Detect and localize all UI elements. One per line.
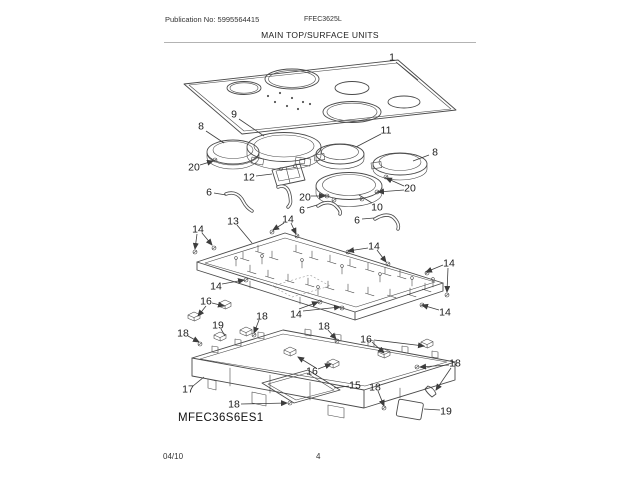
callout-20: 20: [299, 191, 311, 204]
callout-18: 18: [256, 310, 268, 323]
callout-13: 13: [227, 215, 239, 228]
leader-line-14: [195, 234, 197, 249]
leader-line-18: [420, 365, 449, 367]
callout-15: 15: [349, 379, 361, 392]
callout-20: 20: [404, 182, 416, 195]
leader-line-1: [396, 62, 418, 80]
glass-cooktop: [184, 60, 456, 134]
box-opening-frame: [262, 370, 340, 403]
burner-zone-left-small-inner: [230, 83, 258, 93]
radiant-element-center: [314, 144, 364, 169]
callout-9: 9: [231, 108, 237, 121]
pan-standing-screws: [235, 255, 435, 295]
leader-line-16: [372, 342, 384, 353]
leader-line-16: [198, 306, 206, 316]
callout-1: 1: [389, 51, 395, 64]
callout-11: 11: [380, 124, 392, 137]
leader-line-18: [436, 368, 451, 390]
leader-line-6: [214, 193, 226, 195]
callout-19: 19: [440, 405, 452, 418]
callout-6: 6: [299, 204, 305, 217]
diagram-model-code: MFEC36S6ES1: [178, 412, 264, 424]
callout-8: 8: [432, 146, 438, 159]
publication-number: Publication No: 5995564415: [165, 15, 260, 24]
leader-line-6: [307, 205, 317, 208]
leader-line-20: [386, 178, 404, 186]
main-top-pan: [197, 233, 443, 320]
callout-18: 18: [369, 381, 381, 394]
callout-18: 18: [449, 357, 461, 370]
bracket-plate: [396, 399, 424, 420]
burner-zone-left-small: [227, 82, 261, 95]
footer-page-number: 4: [316, 452, 321, 461]
indicator-dots: [267, 92, 311, 110]
page-title: MAIN TOP/SURFACE UNITS: [261, 30, 379, 40]
callout-14: 14: [290, 308, 302, 321]
leader-line-18: [241, 403, 287, 404]
callout-layer: [177, 52, 461, 418]
callout-16: 16: [200, 295, 212, 308]
leader-line-14: [447, 268, 448, 292]
leader-line-14: [348, 248, 368, 251]
callout-12: 12: [243, 171, 255, 184]
callout-14: 14: [282, 213, 294, 226]
leader-line-14: [426, 265, 443, 272]
leader-line-14: [422, 305, 439, 310]
callout-18: 18: [228, 398, 240, 411]
radiant-element-right: [371, 153, 427, 180]
model-number: FFEC3625L: [304, 16, 342, 23]
burner-zone-right-mid: [335, 82, 369, 95]
callout-14: 14: [368, 240, 380, 253]
callout-20: 20: [188, 161, 200, 174]
callout-18: 18: [177, 327, 189, 340]
callout-19: 19: [212, 319, 224, 332]
leader-line-17: [193, 377, 204, 386]
burner-zone-front-large-inner: [269, 71, 316, 88]
leader-line-12: [256, 174, 272, 176]
leader-line-14: [303, 307, 340, 311]
leader-line-19: [424, 409, 440, 410]
callout-10: 10: [371, 201, 383, 214]
leader-line-18: [188, 336, 199, 342]
callout-16: 16: [306, 365, 318, 378]
footer-date: 04/10: [163, 452, 184, 461]
leader-line-11: [356, 134, 381, 147]
callout-14: 14: [439, 306, 451, 319]
leader-line-8: [206, 131, 224, 143]
callout-14: 14: [210, 280, 222, 293]
callout-8: 8: [198, 120, 204, 133]
leader-line-16: [374, 340, 424, 346]
burner-zone-rear-large-inner: [327, 103, 377, 121]
callout-6: 6: [206, 186, 212, 199]
radiant-element-left: [207, 140, 264, 169]
callout-16: 16: [360, 333, 372, 346]
leader-line-6: [362, 218, 374, 219]
callout-17: 17: [182, 383, 194, 396]
callout-14: 14: [443, 257, 455, 270]
leader-line-9: [239, 119, 264, 136]
leader-line-20: [200, 161, 213, 165]
callout-18: 18: [318, 320, 330, 333]
callout-14: 14: [192, 223, 204, 236]
callout-6: 6: [354, 214, 360, 227]
leader-line-13: [237, 225, 252, 243]
terminal-block: [272, 164, 305, 186]
burner-zone-rear-right: [388, 96, 420, 108]
